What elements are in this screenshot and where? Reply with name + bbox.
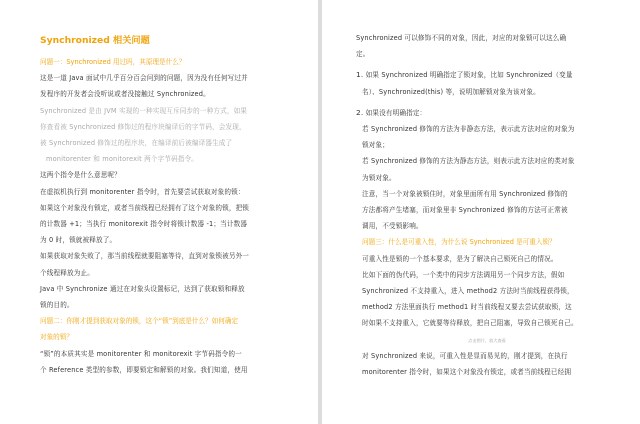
- paragraph-line: 方法都将产生堵塞，而对象里非 Synchronized 修饰的方法可正常被: [362, 206, 568, 215]
- article-title: Synchronized 相关问题: [40, 35, 150, 46]
- list-item-two: 2. 如果没有明确指定：: [356, 107, 427, 117]
- paragraph-line: 为 0 时，锁就被释放了。: [40, 236, 117, 245]
- grey-paragraph-line: monitorenter 和 monitorexit 两个字节码指令。: [46, 155, 199, 164]
- question-one-heading: 问题一：Synchronized 用过吗，其原理是什么？: [40, 58, 186, 66]
- grey-paragraph-line: Synchronized 是由 JVM 实现的一种实现互斥同步的一种方式，如果: [40, 106, 248, 115]
- left-page: [0, 0, 318, 424]
- paragraph-line: 对 Synchronized 来说，可重入性是显而易见的，刚才提到，在执行: [362, 351, 568, 360]
- grey-paragraph-line: 你查看被 Synchronized 修饰过的程序块编译后的字节码，会发现，: [40, 122, 246, 131]
- paragraph-line: Synchronized 不支持重入，进入 method2 方法时当前线程获得锁，: [362, 287, 574, 296]
- paragraph-line: 发程序的开发者会没听说或者没接触过 Synchronized。: [40, 90, 210, 99]
- paragraph-line: 定。: [356, 50, 370, 59]
- paragraph-line: 若 Synchronized 修饰的方法为非静态方法，表示此方法对应的对象为: [362, 125, 575, 134]
- list-number: 2.: [356, 107, 364, 117]
- list-number: 1.: [356, 70, 364, 80]
- question-three-heading: 问题三：什么是可重入性，为什么说 Synchronized 是可重入锁？: [362, 238, 556, 247]
- paragraph-line: 时如果不支持重入，它就要等待释放，把自己阻塞，导致自己锁死自己。: [362, 319, 578, 328]
- grey-paragraph-line: 被 Synchronized 修饰过的程序块，在编译前后被编译器生成了: [40, 139, 233, 148]
- paragraph-line: 个 Reference 类型的参数，即要锁定和解锁的对象。我们知道，使用: [40, 365, 248, 374]
- paragraph-line: Synchronized 可以修饰不同的对象，因此，对应的对象锁可以这么确: [356, 34, 567, 42]
- paragraph-line: 调用，不受锁影响。: [362, 222, 423, 231]
- image-caption: 点击图片，放大查看: [468, 337, 506, 343]
- question-two-heading-cont: 对象的锁？: [40, 333, 73, 342]
- paragraph-line: method2 方法里面执行 method1 时当前线程又要去尝试获取锁，这: [362, 303, 572, 312]
- paragraph-line: 锁的目的。: [40, 301, 74, 310]
- paragraph-line: 名）、Synchronized(this) 等，说明加解锁对象为该对象。: [362, 87, 540, 96]
- paragraph-line: 在虚拟机执行到 monitorenter 指令时，首先要尝试获取对象的锁：: [40, 187, 245, 196]
- paragraph-line: 个线程释放为止。: [40, 268, 94, 277]
- paragraph-line: Java 中 Synchronize 通过在对象头设置标记，达到了获取锁和释放: [40, 284, 245, 293]
- paragraph-line: 锁对象；: [362, 141, 389, 150]
- question-two-heading: 问题二：你刚才提到获取对象的锁，这个“锁”到底是什么？如何确定: [40, 317, 239, 326]
- paragraph-line: 可重入性是锁的一个基本要求，是为了解决自己锁死自己的情况。: [362, 254, 558, 263]
- paragraph-line: 若 Synchronized 修饰的方法为静态方法，则表示此方法对应的类对象: [362, 157, 575, 166]
- paragraph-line: monitorenter 指令时，如果这个对象没有锁定，或者当前线程已经拥: [362, 367, 572, 376]
- paragraph-line: 如果获取对象失败了，那当前线程就要阻塞等待，直到对象锁被另外一: [40, 252, 250, 261]
- paragraph-line: 这两个指令是什么意思呢？: [40, 171, 121, 180]
- paragraph-line: 比如下面的伪代码，一个类中的同步方法调用另一个同步方法，假如: [362, 270, 565, 279]
- right-page: [322, 0, 640, 424]
- paragraph-line: 这是一道 Java 面试中几乎百分百会问到的问题，因为没有任何写过并: [40, 74, 248, 83]
- paragraph-line: 为锁对象。: [362, 173, 396, 182]
- paragraph-line: 注意，当一个对象被锁住时，对象里面所有用 Synchronized 修饰的: [362, 189, 568, 198]
- list-item-one: 1. 如果 Synchronized 明确指定了锁对象，比如 Synchronized（变量: [356, 70, 573, 80]
- paragraph-line: “锁”的本质其实是 monitorenter 和 monitorexit 字节码指令的一: [40, 349, 242, 358]
- paragraph-line: 的计数器 +1；当执行 monitorexit 指令时将锁计数器 -1；当计数器: [40, 220, 248, 229]
- paragraph-line: 如果这个对象没有锁定，或者当前线程已经拥有了这个对象的锁，把锁: [40, 203, 250, 212]
